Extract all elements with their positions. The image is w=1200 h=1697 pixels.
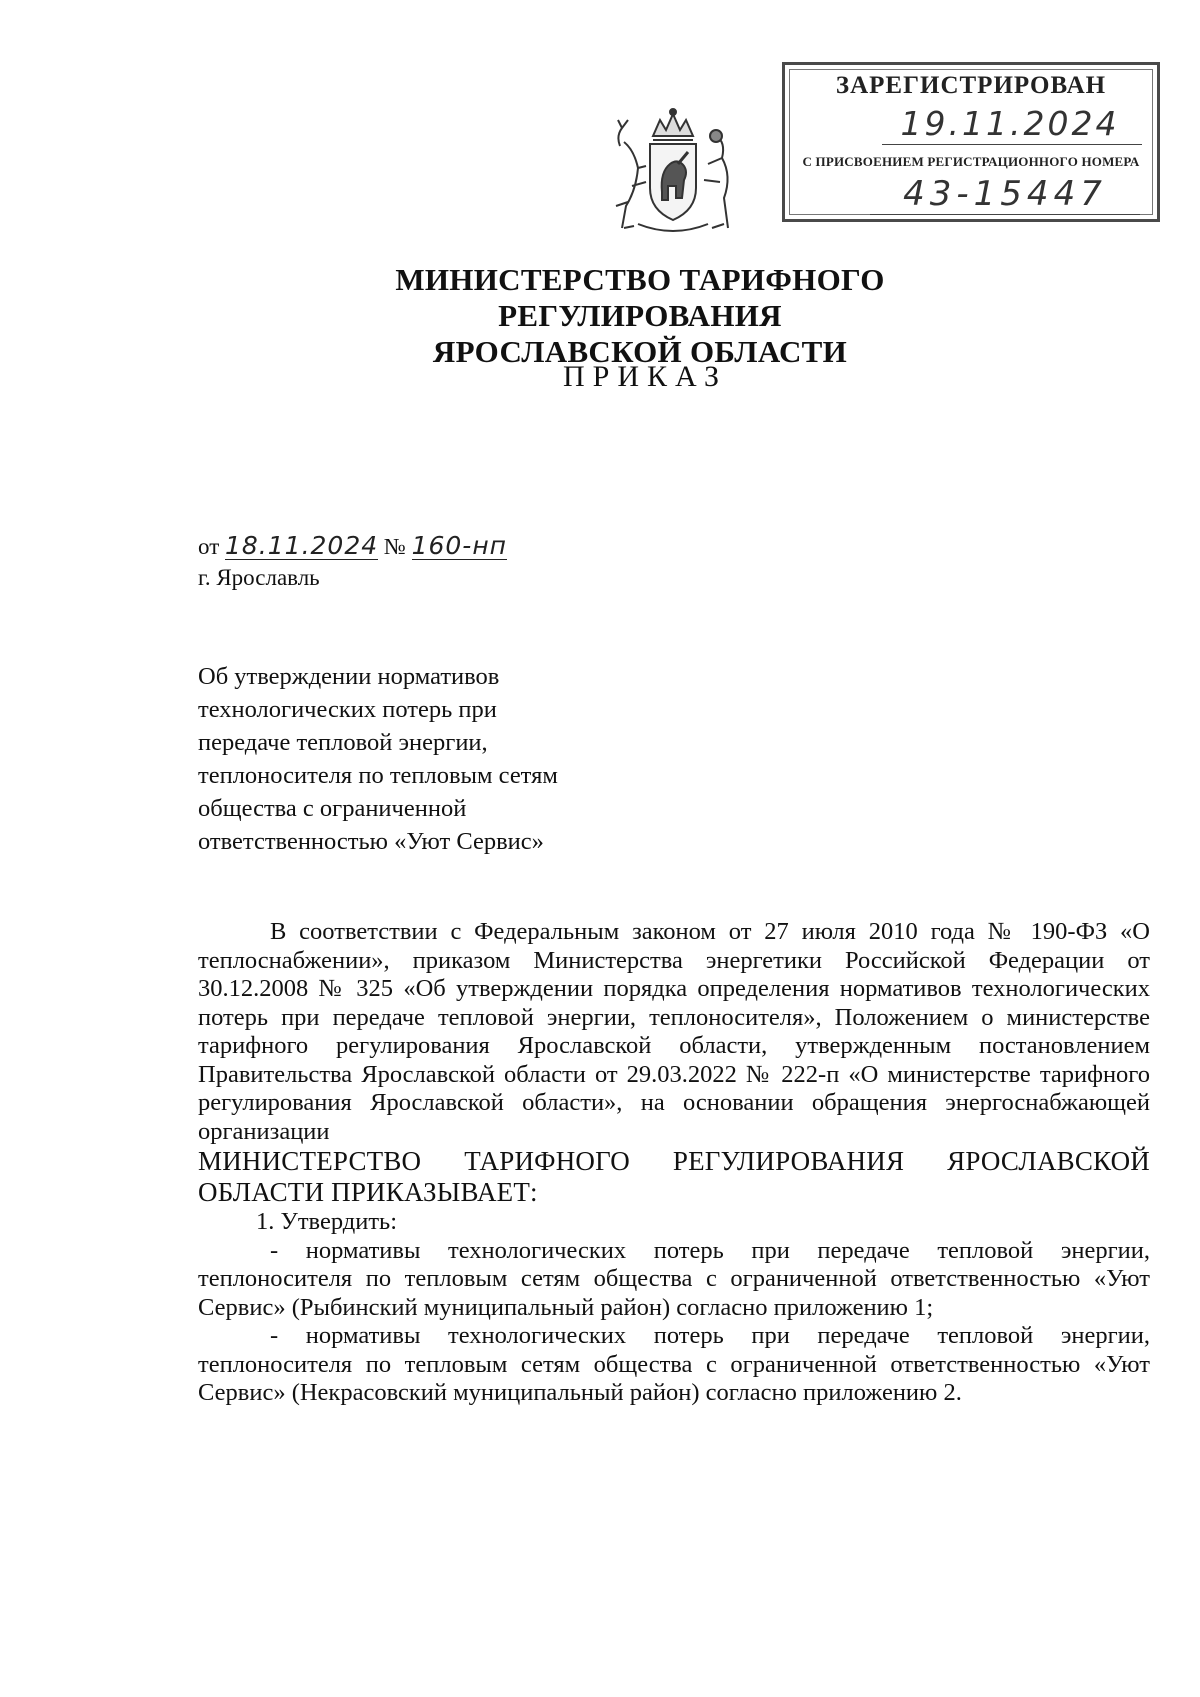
preamble-paragraph: В соответствии с Федеральным законом от 27 июля 2010 года № 190-ФЗ «О теплоснабжении», приказом Министерства энергетики Российской Федерации от 30.12.2008 № 325 «Об утверждении порядка определения нормативов технологических потерь при передаче тепловой энергии, теплоносителя», Положением о министерстве тарифного регулирования Ярославской области, утвержденным постановлением Правительства Ярославской области от 29.03.2022 № 222-п «О министерстве тарифного регулирования Ярославской области», на основании обращения энергоснабжающей организации bbox=[198, 918, 1150, 1145]
order-date: 18.11.2024 bbox=[225, 531, 379, 560]
subject-line: передаче тепловой энергии, bbox=[198, 729, 488, 756]
stamp-number-underline bbox=[870, 214, 1140, 215]
stamp-date-underline bbox=[882, 144, 1142, 145]
orders-statement: МИНИСТЕРСТВО ТАРИФНОГО РЕГУЛИРОВАНИЯ ЯРОСЛАВСКОЙ ОБЛАСТИ ПРИКАЗЫВАЕТ: bbox=[198, 1146, 1150, 1207]
item-1-bullet-1: - нормативы технологических потерь при передаче тепловой энергии, теплоносителя по тепловым сетям общества с ограниченной ответственностью «Уют Сервис» (Рыбинский муниципальный район) согласно приложению 1; bbox=[198, 1236, 1150, 1321]
order-from-label: от bbox=[198, 534, 220, 559]
stamp-frame bbox=[789, 69, 1153, 215]
stamp-subtitle: С ПРИСВОЕНИЕМ РЕГИСТРАЦИОННОГО НОМЕРА bbox=[802, 154, 1140, 169]
subject-line: ответственностью «Уют Сервис» bbox=[198, 828, 544, 855]
item-1-bullet-2: - нормативы технологических потерь при передаче тепловой энергии, теплоносителя по тепловым сетям общества с ограниченной ответственностью «Уют Сервис» (Некрасовский муниципальный район) согласно приложению 2. bbox=[198, 1322, 1150, 1406]
order-subject bbox=[198, 660, 618, 858]
stamp-registration-number: 43-15447 bbox=[903, 174, 1107, 214]
item-1: 1. Утвердить: bbox=[256, 1208, 398, 1235]
order-date-number-line bbox=[198, 533, 507, 560]
order-number: 160-нп bbox=[411, 531, 508, 560]
subject-line: технологических потерь при bbox=[198, 696, 497, 723]
subject-line: теплоносителя по тепловым сетям bbox=[198, 762, 558, 789]
subject-line: Об утверждении нормативов bbox=[198, 663, 500, 690]
subject-line: общества с ограниченной bbox=[198, 795, 467, 822]
order-number-label: № bbox=[383, 534, 406, 559]
order-city: г. Ярославль bbox=[198, 565, 320, 590]
ministry-heading-line-2: ЯРОСЛАВСКОЙ ОБЛАСТИ bbox=[432, 334, 848, 369]
registration-stamp bbox=[782, 62, 1160, 222]
stamp-date: 19.11.2024 bbox=[900, 104, 1120, 143]
coat-of-arms-icon bbox=[608, 106, 738, 238]
ministry-heading-line-1: МИНИСТЕРСТВО ТАРИФНОГО РЕГУЛИРОВАНИЯ bbox=[395, 262, 885, 333]
ministry-heading bbox=[250, 262, 1030, 370]
document-type-title: ПРИКАЗ bbox=[563, 360, 727, 393]
order-body bbox=[198, 918, 1150, 1408]
stamp-title: ЗАРЕГИСТРИРОВАН bbox=[835, 72, 1107, 99]
